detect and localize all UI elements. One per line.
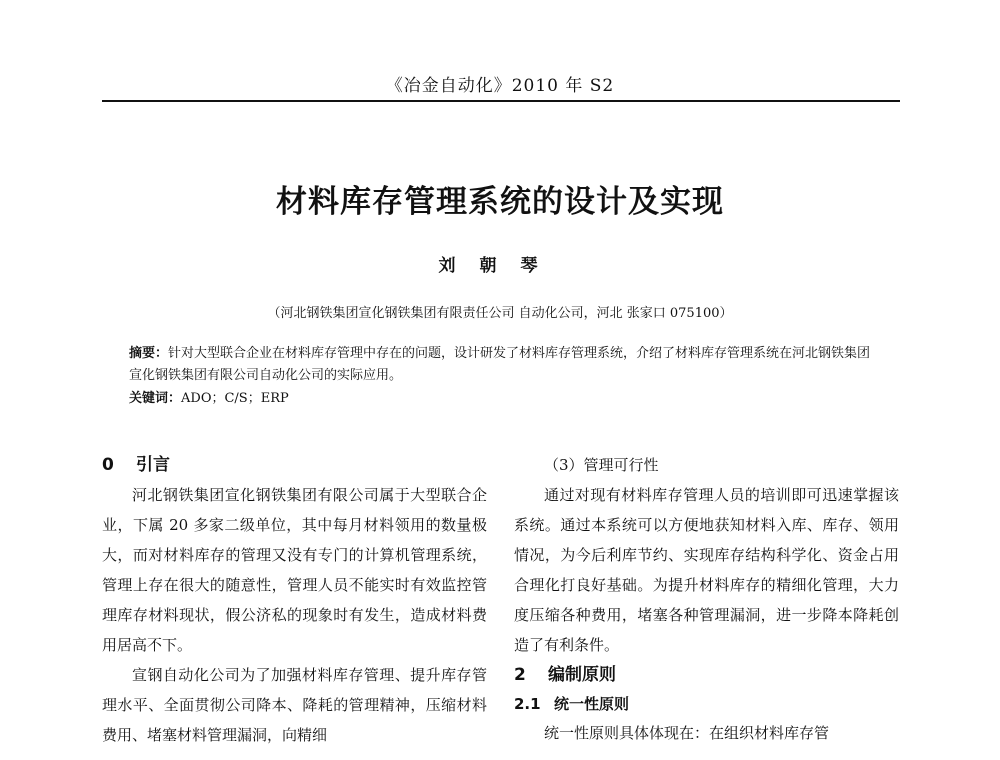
abstract-text: 针对大型联合企业在材料库存管理中存在的问题，设计研发了材料库存管理系统，介绍了材料库存管理系统在河北钢铁集团宣化钢铁集团有限公司自动化公司的实际应用。 <box>129 346 871 383</box>
keywords-label: 关键词： <box>129 391 182 406</box>
paper-author: 刘朝琴 <box>438 256 562 276</box>
feasibility-paragraph: 通过对现有材料库存管理人员的培训即可迅速掌握该系统。通过本系统可以方便地获知材料入库、库存、领用情况，为今后利库节约、实现库存结构科学化、资金占用合理化打良好基础。为提升材料库存的精细化管理，大力度压缩各种费用，堵塞各种管理漏洞，进一步降本降耗创造了有利条件。 <box>514 486 899 654</box>
unity-paragraph: 统一性原则具体体现在：在组织材料库存管 <box>544 724 830 742</box>
introduction-paragraph-1: 河北钢铁集团宣化钢铁集团有限公司属于大型联合企业，下属 20 多家二级单位，其中每月材料领用的数量极大，而对材料库存的管理又没有专门的计算机管理系统，管理上存在很大的随意性，管理人员不能实时有效监控管理库存材料现状，假公济私的现象时有发生，造成材料费用居高不下。 <box>102 486 487 654</box>
feasibility-heading: （3）管理可行性 <box>544 456 659 474</box>
section-heading-principles <box>514 660 899 690</box>
journal-header: 《冶金自动化》2010 年 S2 <box>385 76 615 96</box>
paper-title: 材料库存管理系统的设计及实现 <box>276 184 724 220</box>
subsection-number: 2.1 <box>514 695 541 713</box>
section-title: 编制原则 <box>548 665 616 685</box>
introduction-paragraph-2: 宣钢自动化公司为了加强材料库存管理、提升库存管理水平、全面贯彻公司降本、降耗的管理精神，压缩材料费用、堵塞材料管理漏洞，向精细 <box>102 666 487 744</box>
section-title: 引言 <box>136 455 170 475</box>
section-number: 2 <box>514 665 526 685</box>
subsection-heading-unity <box>514 690 899 718</box>
subsection-title: 统一性原则 <box>554 695 630 713</box>
keywords <box>129 388 871 410</box>
author-affiliation: （河北钢铁集团宣化钢铁集团有限责任公司 自动化公司，河北 张家口 075100） <box>267 306 733 321</box>
abstract <box>129 343 871 387</box>
section-heading-introduction <box>102 450 487 480</box>
header-rule <box>102 100 900 102</box>
body-column-left <box>102 450 487 750</box>
section-number: 0 <box>102 455 114 475</box>
keywords-text: ADO；C/S；ERP <box>181 391 289 406</box>
abstract-label: 摘要： <box>129 346 169 361</box>
body-column-right <box>514 450 899 748</box>
